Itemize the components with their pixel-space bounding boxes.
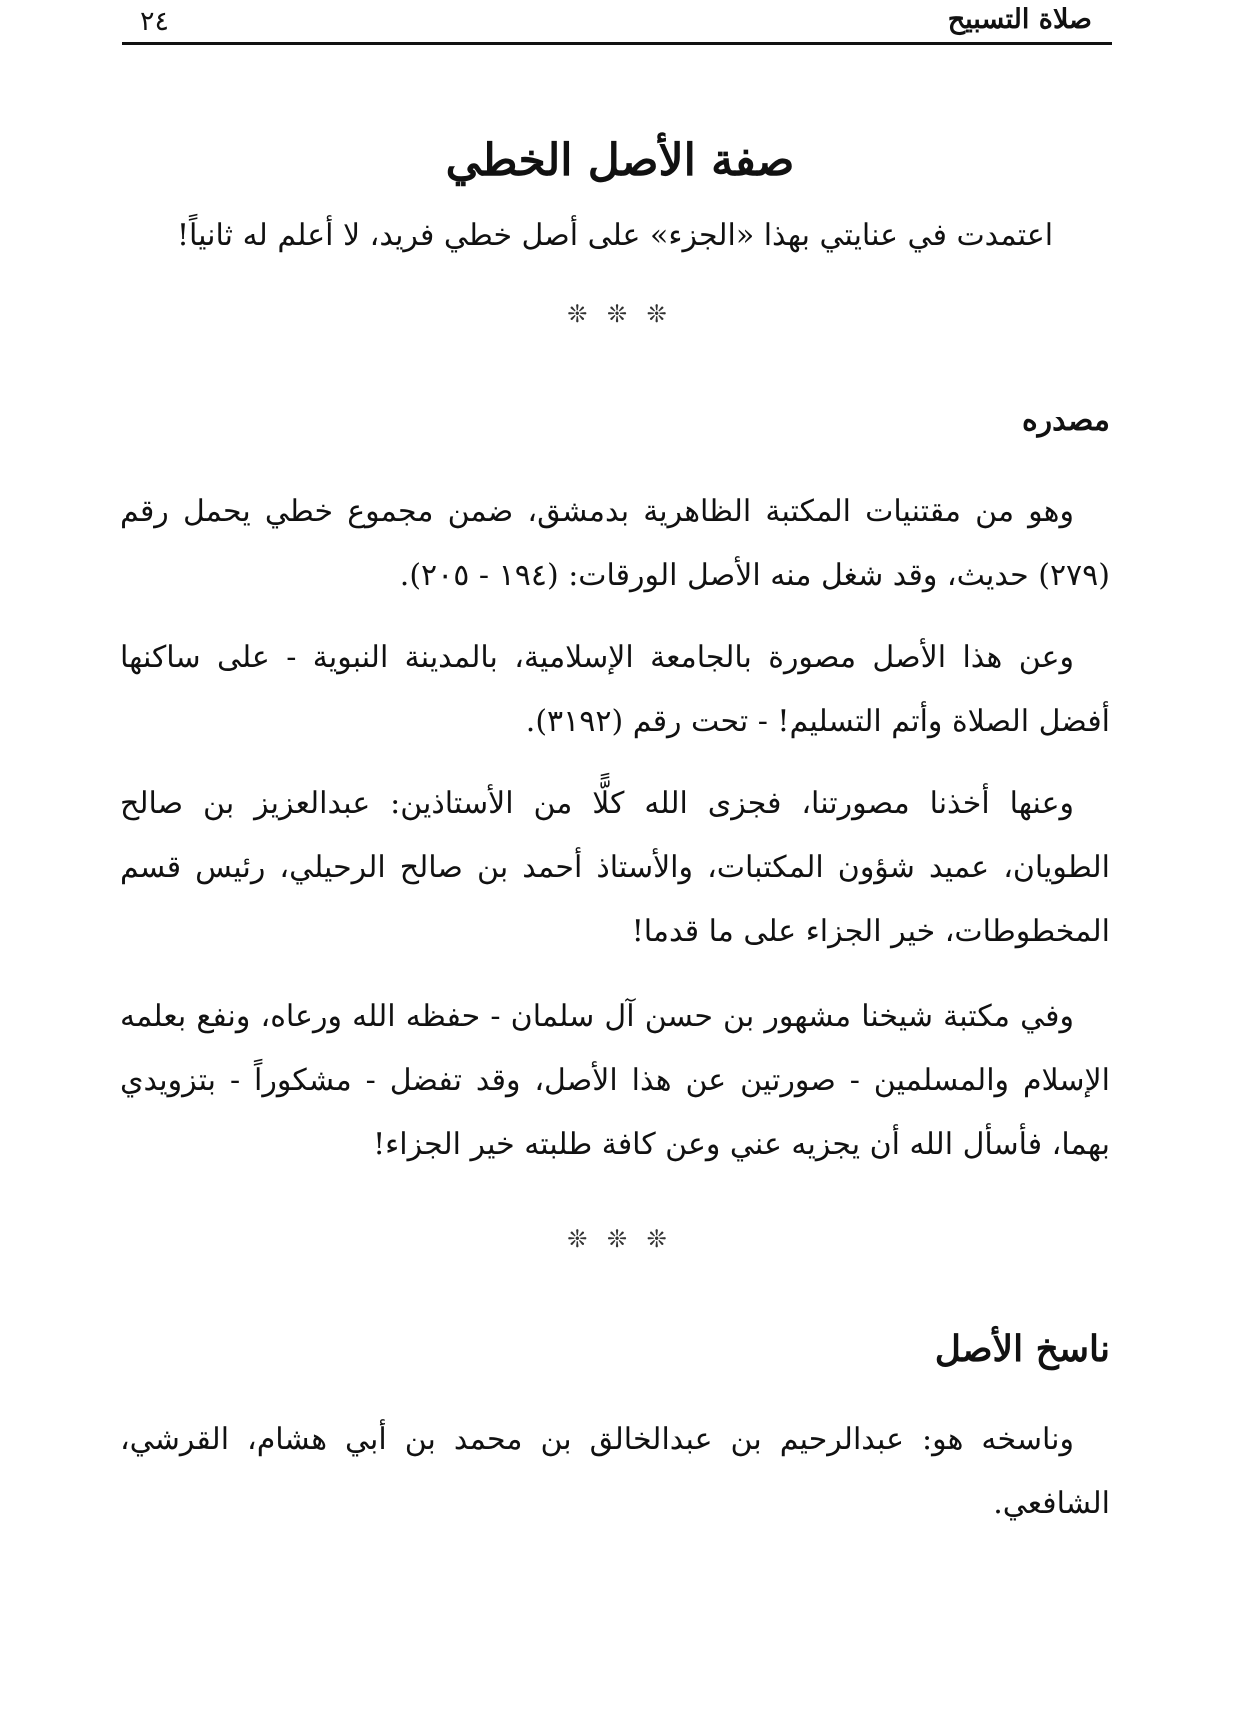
source-paragraph-3: وعنها أخذنا مصورتنا، فجزى الله كلًّا من الأستاذين: عبدالعزيز بن صالح الطويان، عميد شؤون المكتبات، والأستاذ أحمد بن صالح الرحيلي، رئيس قسم المخطوطات، خير الجزاء على ما قدما! [120, 786, 1110, 949]
source-paragraph-2: وعن هذا الأصل مصورة بالجامعة الإسلامية، بالمدينة النبوية - على ساكنها أفضل الصلاة وأتم التسليم! - تحت رقم (٣١٩٢). [120, 640, 1110, 739]
page-number: ٢٤ [140, 6, 170, 37]
intro-text: اعتمدت في عنايتي بهذا «الجزء» على أصل خطي فريد، لا أعلم له ثانياً! [176, 218, 1054, 253]
source-paragraph-1: وهو من مقتنيات المكتبة الظاهرية بدمشق، ضمن مجموع خطي يحمل رقم (٢٧٩) حديث، وقد شغل منه الأصل الورقات: (١٩٤ - ٢٠٥). [120, 494, 1110, 593]
separator-stars: ❊ ❊ ❊ [567, 300, 673, 328]
separator-stars-2: ❊ ❊ ❊ [567, 1225, 673, 1253]
copyist-paragraph: وناسخه هو: عبدالرحيم بن عبدالخالق بن محمد بن أبي هشام، القرشي، الشافعي. [120, 1422, 1110, 1521]
copyist-heading: ناسخ الأصل [934, 1328, 1110, 1370]
page-header [122, 2, 1112, 45]
source-paragraph-4: وفي مكتبة شيخنا مشهور بن حسن آل سلمان - حفظه الله ورعاه، ونفع بعلمه الإسلام والمسلمين - صورتين عن هذا الأصل، وقد تفضل - مشكوراً - بتزويدي بهما، فأسأل الله أن يجزيه عني وعن كافة طلبته خير الجزاء! [120, 999, 1110, 1162]
source-heading: مصدره [1021, 403, 1110, 438]
running-title: صلاة التسبيح [947, 4, 1092, 35]
section-title: صفة الأصل الخطي [445, 135, 795, 186]
